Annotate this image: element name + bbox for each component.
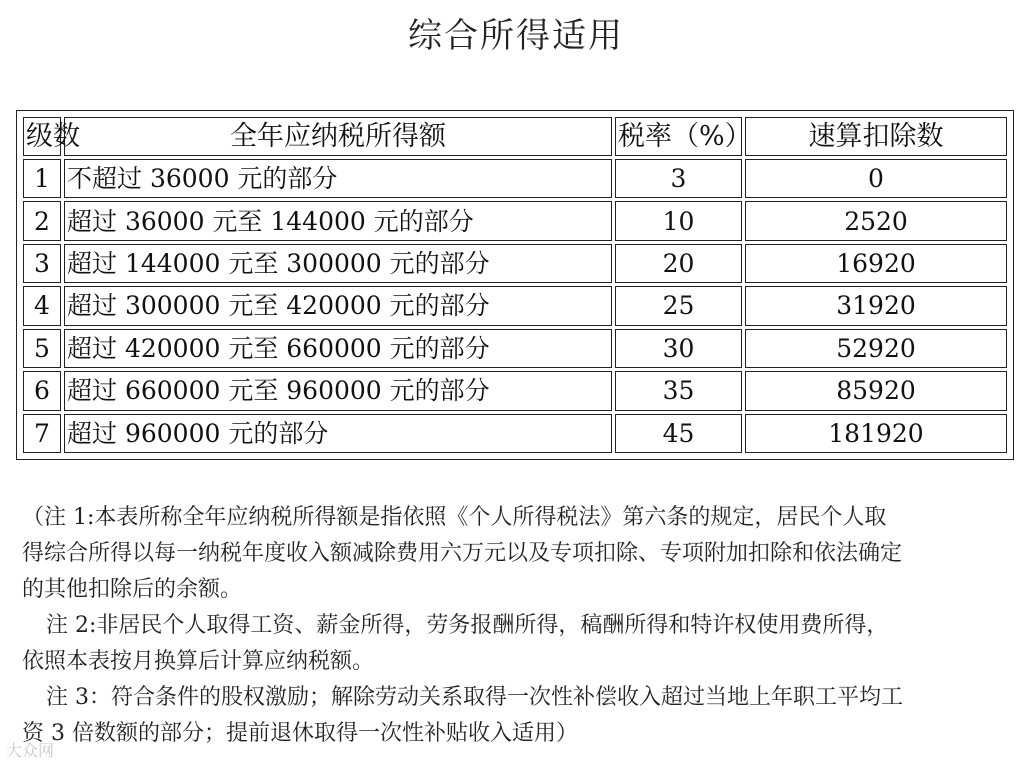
- note-2-line-1: 注 2:非居民个人取得工资、薪金所得，劳务报酬所得，稿酬所得和特许权使用费所得，: [46, 613, 889, 638]
- watermark-text: 大众网: [6, 741, 55, 760]
- table-row: [23, 286, 1007, 325]
- cell-deduction: 85920: [745, 371, 1007, 410]
- note-1-line-1: （注 1:本表所称全年应纳税所得额是指依照《个人所得税法》第六条的规定，居民个人取: [22, 505, 887, 530]
- cell-level: 4: [23, 286, 61, 325]
- cell-rate: 3: [615, 159, 742, 198]
- cell-range: 超过 420000 元至 660000 元的部分: [64, 329, 612, 368]
- cell-level: 1: [23, 159, 61, 198]
- table-header-row: [23, 117, 1007, 156]
- cell-rate: 20: [615, 244, 742, 283]
- cell-level: 7: [23, 414, 61, 453]
- tax-table-frame: [16, 110, 1014, 460]
- cell-range: 超过 660000 元至 960000 元的部分: [64, 371, 612, 410]
- header-tax-rate: 税率（%）: [615, 117, 742, 156]
- notes-section: [22, 500, 1022, 752]
- cell-level: 2: [23, 201, 61, 240]
- table-row: [23, 201, 1007, 240]
- note-2-line-2: 依照本表按月换算后计算应纳税额。: [22, 649, 375, 674]
- cell-rate: 45: [615, 414, 742, 453]
- table-row: [23, 414, 1007, 453]
- cell-range: 超过 36000 元至 144000 元的部分: [64, 201, 612, 240]
- cell-deduction: 16920: [745, 244, 1007, 283]
- header-level: 级数: [23, 117, 61, 156]
- note-3-line-1: 注 3：符合条件的股权激励；解除劳动关系取得一次性补偿收入超过当地上年职工平均工: [46, 685, 903, 710]
- cell-rate: 25: [615, 286, 742, 325]
- cell-level: 3: [23, 244, 61, 283]
- cell-deduction: 181920: [745, 414, 1007, 453]
- tax-rate-table: [20, 114, 1010, 456]
- table-row: [23, 371, 1007, 410]
- header-taxable-income: 全年应纳税所得额: [64, 117, 612, 156]
- table-row: [23, 244, 1007, 283]
- cell-deduction: 52920: [745, 329, 1007, 368]
- table-row: [23, 159, 1007, 198]
- cell-rate: 35: [615, 371, 742, 410]
- cell-level: 6: [23, 371, 61, 410]
- note-1-line-2: 得综合所得以每一纳税年度收入额减除费用六万元以及专项扣除、专项附加扣除和依法确定: [22, 541, 903, 566]
- document-title: 综合所得适用: [408, 16, 624, 56]
- table-row: [23, 329, 1007, 368]
- watermark-logo: [6, 738, 54, 761]
- cell-deduction: 2520: [745, 201, 1007, 240]
- cell-rate: 10: [615, 201, 742, 240]
- cell-level: 5: [23, 329, 61, 368]
- cell-range: 超过 960000 元的部分: [64, 414, 612, 453]
- note-1-line-3: 的其他扣除后的余额。: [22, 577, 243, 602]
- cell-rate: 30: [615, 329, 742, 368]
- cell-range: 超过 300000 元至 420000 元的部分: [64, 286, 612, 325]
- cell-deduction: 31920: [745, 286, 1007, 325]
- header-quick-deduction: 速算扣除数: [745, 117, 1007, 156]
- cell-deduction: 0: [745, 159, 1007, 198]
- note-3-line-2: 资 3 倍数额的部分；提前退休取得一次性补贴收入适用）: [22, 721, 578, 746]
- cell-range: 超过 144000 元至 300000 元的部分: [64, 244, 612, 283]
- cell-range: 不超过 36000 元的部分: [64, 159, 612, 198]
